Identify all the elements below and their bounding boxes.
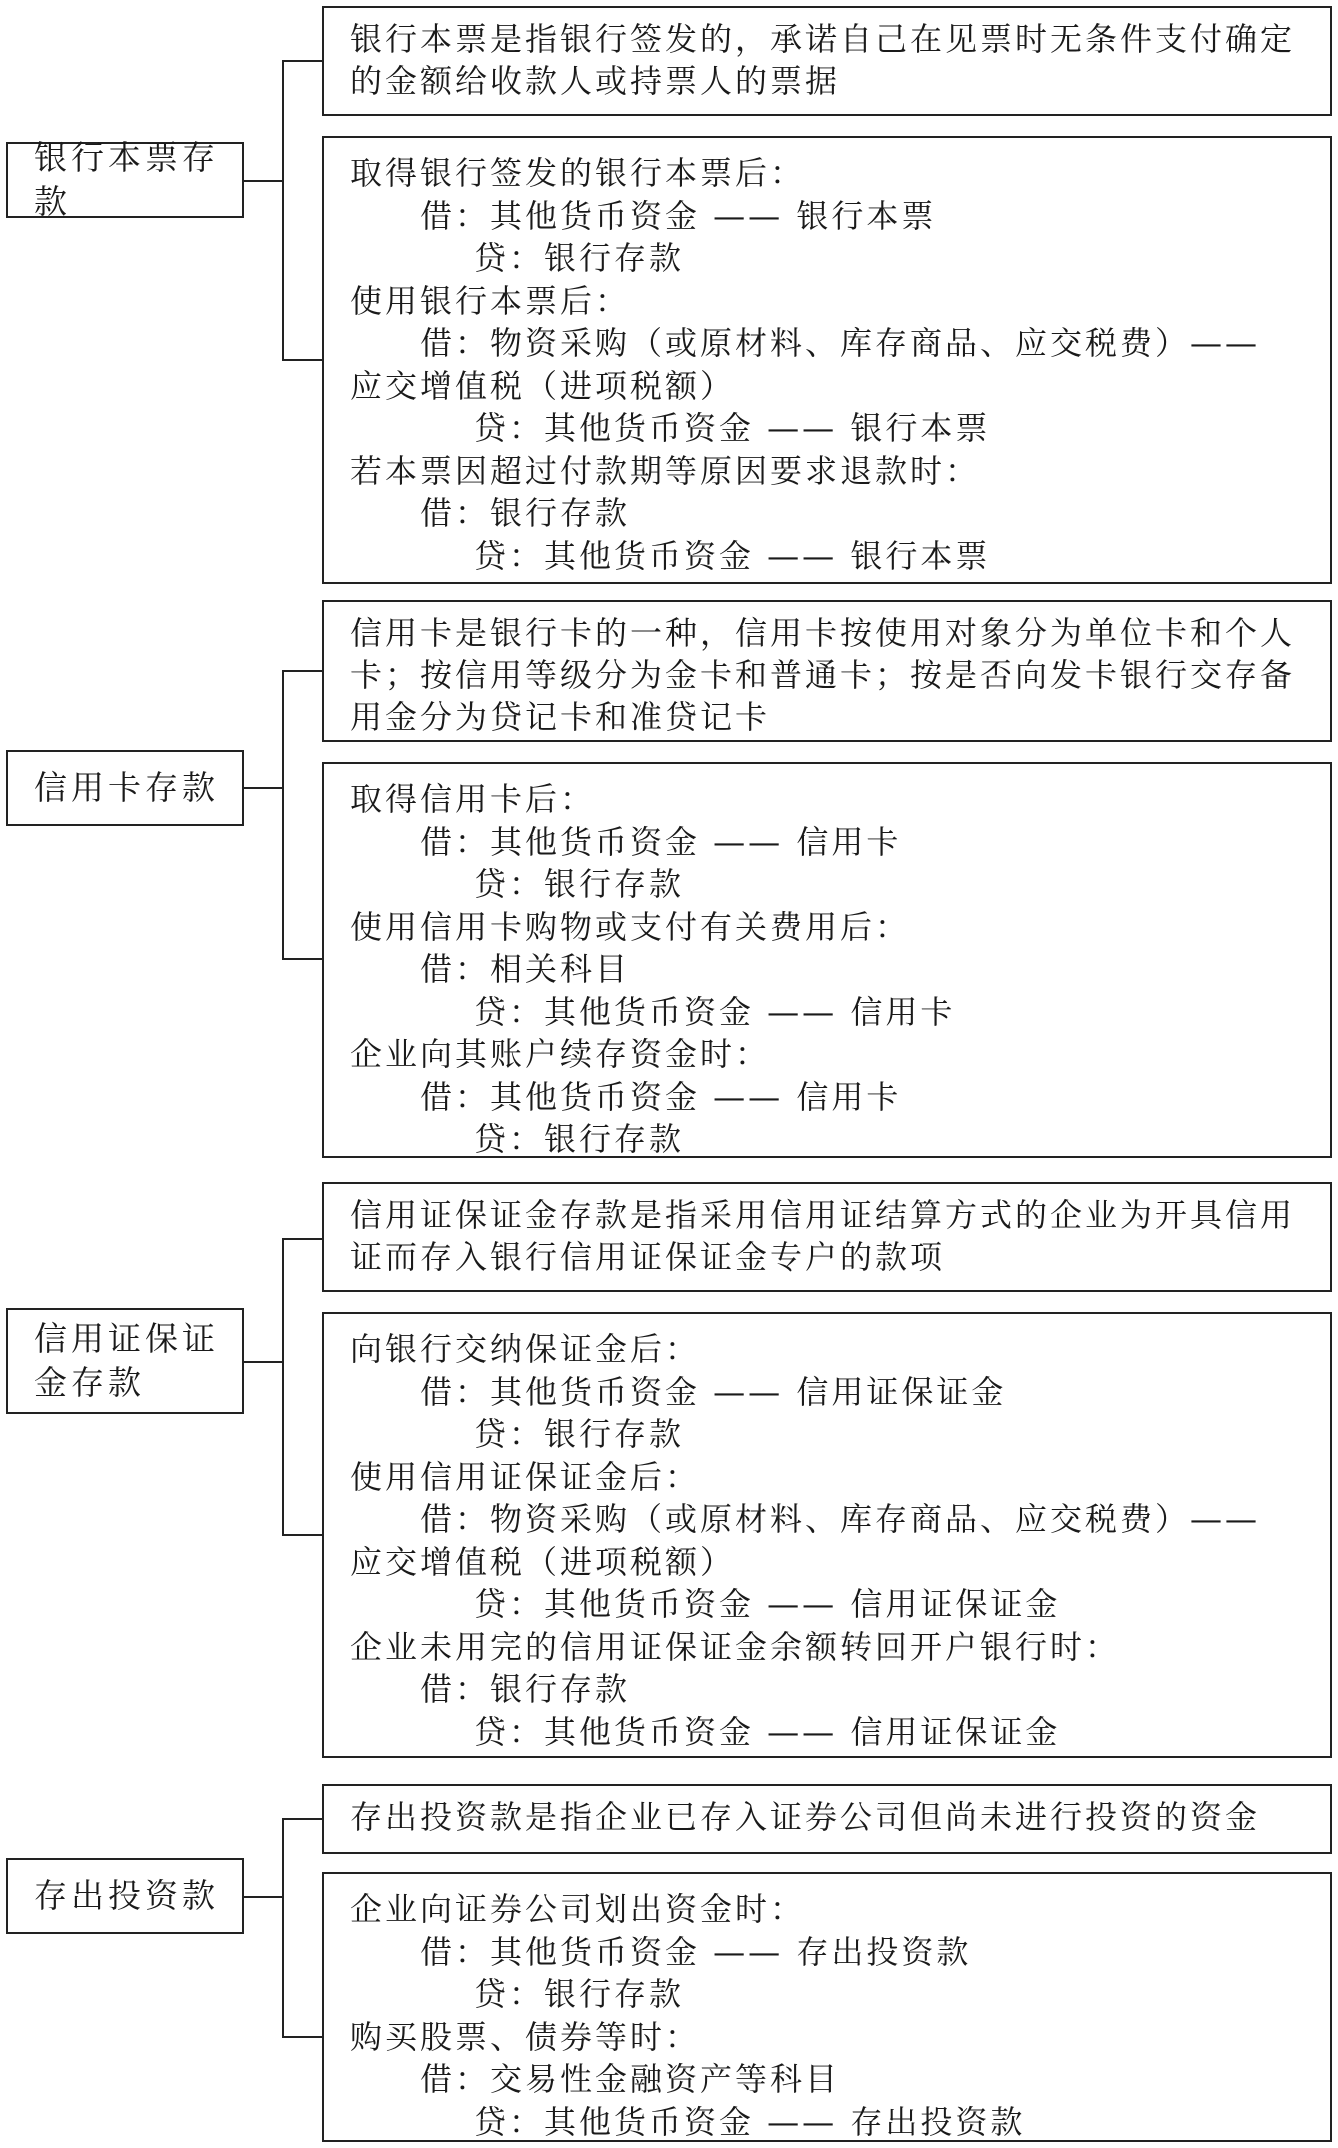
section-label-credit-card — [6, 750, 244, 826]
entry-line: 贷：银行存款 — [474, 1415, 685, 1453]
connector — [282, 359, 324, 361]
entry-line: 借：其他货币资金 —— 信用卡 — [420, 822, 902, 861]
connector — [282, 1534, 324, 1536]
entry-line: 使用信用证保证金后： — [350, 1457, 701, 1496]
entry-line: 借：银行存款 — [420, 1670, 631, 1708]
entry-line: 取得银行签发的银行本票后： — [350, 154, 806, 192]
bracket — [282, 60, 284, 360]
section-label-text: 存出投资款 — [34, 1876, 219, 1915]
entry-line: 贷：银行存款 — [474, 865, 685, 903]
entry-line: 企业向其账户续存资金时： — [350, 1035, 771, 1073]
section-label-text: 银行本票存款 — [34, 138, 219, 221]
entry-line: 企业向证券公司划出资金时： — [350, 1890, 806, 1928]
entry-line: 企业未用完的信用证保证金余额转回开户银行时： — [350, 1627, 1121, 1666]
entry-line: 贷：其他货币资金 —— 银行本票 — [474, 536, 991, 575]
entry-line: 贷：其他货币资金 —— 银行本票 — [474, 409, 991, 447]
connector — [244, 1361, 284, 1363]
connector — [244, 180, 284, 182]
description-box — [322, 6, 1332, 116]
connector — [244, 787, 284, 789]
connector — [244, 1896, 284, 1898]
journal-entry-box — [322, 1872, 1332, 2142]
section-label-investment-deposit — [6, 1858, 244, 1934]
journal-entry-box — [322, 136, 1332, 584]
connector — [282, 958, 324, 960]
description-box — [322, 1784, 1332, 1854]
description-text: 信用卡是银行卡的一种，信用卡按使用对象分为单位卡和个人卡；按信用等级分为金卡和普通卡；按是否向发卡银行交存备用金分为贷记卡和准贷记卡 — [350, 614, 1296, 736]
entry-line: 向银行交纳保证金后： — [350, 1330, 701, 1368]
description-text: 银行本票是指银行签发的，承诺自己在见票时无条件支付确定的金额给收款人或持票人的票据 — [350, 20, 1296, 100]
section-label-text: 信用证保证金存款 — [34, 1319, 219, 1402]
bracket — [282, 1818, 284, 2038]
description-box — [322, 1182, 1332, 1292]
entry-line: 借：其他货币资金 —— 信用证保证金 — [420, 1372, 1007, 1411]
journal-entry-box — [322, 1312, 1332, 1758]
entry-line: 贷：其他货币资金 —— 信用卡 — [474, 992, 956, 1031]
bracket — [282, 670, 284, 960]
entry-line: 借：相关科目 — [420, 950, 631, 988]
section-label-bank-draft — [6, 138, 244, 221]
connector — [282, 60, 324, 62]
description-box — [322, 600, 1332, 742]
description-text: 信用证保证金存款是指采用信用证结算方式的企业为开具信用证而存入银行信用证保证金专户的款项 — [350, 1196, 1296, 1276]
entry-line: 取得信用卡后： — [350, 780, 596, 818]
bracket — [282, 1238, 284, 1536]
entry-line: 使用信用卡购物或支付有关费用后： — [350, 907, 911, 946]
entry-line: 借：物资采购（或原材料、库存商品、应交税费）—— 应交增值税（进项税额） — [350, 1500, 1261, 1581]
entry-line: 借：交易性金融资产等科目 — [420, 2060, 841, 2098]
journal-entry-box — [322, 762, 1332, 1158]
entry-line: 借：其他货币资金 —— 信用卡 — [420, 1077, 902, 1116]
description-text: 存出投资款是指企业已存入证券公司但尚未进行投资的资金 — [350, 1798, 1261, 1836]
section-label-text: 信用卡存款 — [34, 768, 219, 807]
entry-line: 使用银行本票后： — [350, 281, 631, 320]
connector — [282, 1818, 324, 1820]
entry-line: 贷：银行存款 — [474, 1975, 685, 2013]
entry-line: 贷：银行存款 — [474, 1120, 685, 1158]
entry-line: 贷：其他货币资金 —— 信用证保证金 — [474, 1712, 1061, 1751]
entry-line: 借：物资采购（或原材料、库存商品、应交税费）—— 应交增值税（进项税额） — [350, 324, 1261, 405]
entry-line: 若本票因超过付款期等原因要求退款时： — [350, 451, 981, 490]
entry-line: 贷：其他货币资金 —— 信用证保证金 — [474, 1585, 1061, 1623]
connector — [282, 670, 324, 672]
entry-line: 贷：其他货币资金 —— 存出投资款 — [474, 2102, 1026, 2141]
entry-line: 借：银行存款 — [420, 494, 631, 532]
entry-line: 借：其他货币资金 —— 银行本票 — [420, 196, 937, 235]
connector — [282, 2036, 324, 2038]
entry-line: 购买股票、债券等时： — [350, 2017, 701, 2056]
section-label-lc-deposit — [6, 1308, 244, 1414]
connector — [282, 1238, 324, 1240]
entry-line: 贷：银行存款 — [474, 239, 685, 277]
entry-line: 借：其他货币资金 —— 存出投资款 — [420, 1932, 972, 1971]
